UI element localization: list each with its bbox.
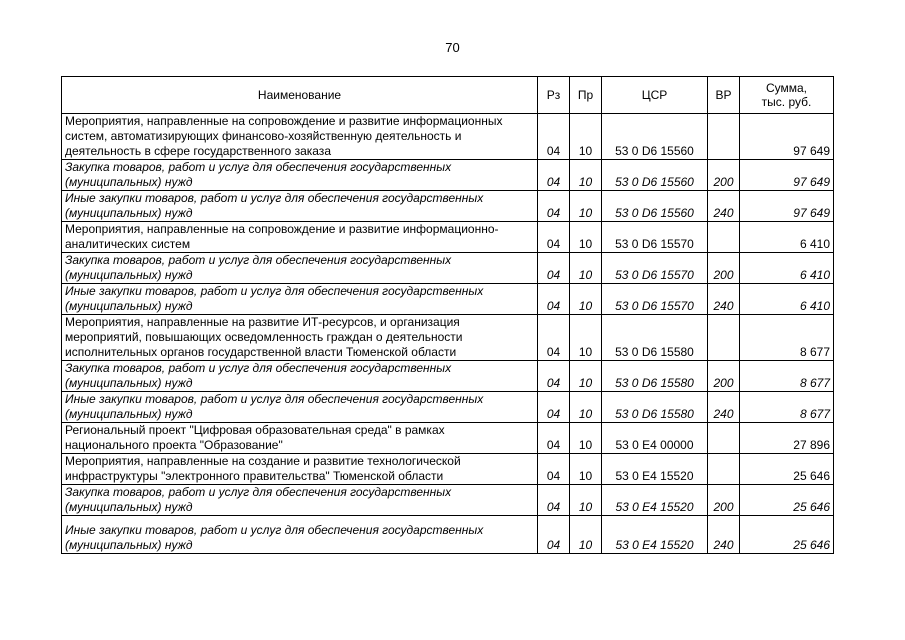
cell-sum: 8 677 <box>740 392 834 423</box>
cell-pr: 10 <box>570 191 602 222</box>
cell-sum: 6 410 <box>740 253 834 284</box>
cell-csr: 53 0 E4 15520 <box>602 516 708 554</box>
cell-vr <box>708 423 740 454</box>
cell-pr: 10 <box>570 516 602 554</box>
cell-vr: 200 <box>708 485 740 516</box>
cell-vr: 240 <box>708 516 740 554</box>
budget-table <box>61 76 834 554</box>
cell-sum: 8 677 <box>740 315 834 361</box>
cell-vr <box>708 454 740 485</box>
cell-rz: 04 <box>538 516 570 554</box>
cell-pr: 10 <box>570 160 602 191</box>
cell-rz: 04 <box>538 114 570 160</box>
cell-csr: 53 0 D6 15580 <box>602 361 708 392</box>
cell-csr: 53 0 D6 15570 <box>602 284 708 315</box>
header-sum: Сумма, тыс. руб. <box>740 77 834 114</box>
cell-sum: 97 649 <box>740 160 834 191</box>
header-pr: Пр <box>570 77 602 114</box>
cell-rz: 04 <box>538 361 570 392</box>
cell-csr: 53 0 D6 15580 <box>602 392 708 423</box>
cell-vr: 240 <box>708 191 740 222</box>
table-row <box>62 516 834 554</box>
table-row <box>62 485 834 516</box>
cell-pr: 10 <box>570 454 602 485</box>
cell-vr <box>708 114 740 160</box>
cell-vr: 200 <box>708 160 740 191</box>
cell-pr: 10 <box>570 361 602 392</box>
cell-sum: 25 646 <box>740 485 834 516</box>
cell-pr: 10 <box>570 315 602 361</box>
cell-csr: 53 0 D6 15560 <box>602 114 708 160</box>
cell-vr <box>708 222 740 253</box>
cell-rz: 04 <box>538 315 570 361</box>
cell-name: Закупка товаров, работ и услуг для обеспечения государственных (муниципальных) нужд <box>62 485 538 516</box>
table-row <box>62 222 834 253</box>
cell-name: Иные закупки товаров, работ и услуг для обеспечения государственных (муниципальных) нужд <box>62 392 538 423</box>
cell-pr: 10 <box>570 392 602 423</box>
cell-csr: 53 0 E4 15520 <box>602 454 708 485</box>
cell-sum: 8 677 <box>740 361 834 392</box>
cell-sum: 6 410 <box>740 222 834 253</box>
cell-name: Иные закупки товаров, работ и услуг для обеспечения государственных (муниципальных) нужд <box>62 284 538 315</box>
table-row <box>62 361 834 392</box>
cell-vr: 200 <box>708 361 740 392</box>
table-row <box>62 454 834 485</box>
cell-csr: 53 0 D6 15580 <box>602 315 708 361</box>
cell-rz: 04 <box>538 253 570 284</box>
cell-vr: 240 <box>708 284 740 315</box>
cell-csr: 53 0 D6 15570 <box>602 253 708 284</box>
cell-name: Иные закупки товаров, работ и услуг для обеспечения государственных (муниципальных) нужд <box>62 191 538 222</box>
cell-pr: 10 <box>570 222 602 253</box>
header-vr: ВР <box>708 77 740 114</box>
header-rz: Рз <box>538 77 570 114</box>
cell-rz: 04 <box>538 284 570 315</box>
table-header-row <box>62 77 834 114</box>
table-row <box>62 114 834 160</box>
cell-sum: 27 896 <box>740 423 834 454</box>
cell-name: Региональный проект "Цифровая образовательная среда" в рамках национального проекта "Образование" <box>62 423 538 454</box>
table-row <box>62 191 834 222</box>
cell-name: Закупка товаров, работ и услуг для обеспечения государственных (муниципальных) нужд <box>62 253 538 284</box>
cell-pr: 10 <box>570 423 602 454</box>
table-row <box>62 284 834 315</box>
table-row <box>62 253 834 284</box>
cell-csr: 53 0 D6 15560 <box>602 160 708 191</box>
cell-name: Мероприятия, направленные на сопровождение и развитие информационных систем, автоматизирующих финансово-хозяйственную деятельность и деятельность в сфере государственного заказа <box>62 114 538 160</box>
cell-sum: 97 649 <box>740 191 834 222</box>
cell-vr: 200 <box>708 253 740 284</box>
cell-name: Мероприятия, направленные на сопровождение и развитие информационно- аналитических систем <box>62 222 538 253</box>
cell-csr: 53 0 D6 15570 <box>602 222 708 253</box>
cell-name: Мероприятия, направленные на создание и развитие технологической инфраструктуры "электронного правительства" Тюменской области <box>62 454 538 485</box>
cell-name: Иные закупки товаров, работ и услуг для обеспечения государственных (муниципальных) нужд <box>62 516 538 554</box>
cell-rz: 04 <box>538 191 570 222</box>
page-number: 70 <box>445 40 460 55</box>
header-csr: ЦСР <box>602 77 708 114</box>
cell-rz: 04 <box>538 222 570 253</box>
cell-rz: 04 <box>538 423 570 454</box>
cell-name: Мероприятия, направленные на развитие ИТ-ресурсов, и организация мероприятий, повышающих осведомленность граждан о деятельности исполнительных органов государственной власти Тюменской области <box>62 315 538 361</box>
table-body <box>62 114 834 554</box>
cell-rz: 04 <box>538 485 570 516</box>
cell-name: Закупка товаров, работ и услуг для обеспечения государственных (муниципальных) нужд <box>62 361 538 392</box>
cell-sum: 25 646 <box>740 516 834 554</box>
cell-sum: 6 410 <box>740 284 834 315</box>
header-name: Наименование <box>62 77 538 114</box>
cell-pr: 10 <box>570 485 602 516</box>
cell-pr: 10 <box>570 284 602 315</box>
cell-rz: 04 <box>538 160 570 191</box>
cell-sum: 25 646 <box>740 454 834 485</box>
cell-csr: 53 0 D6 15560 <box>602 191 708 222</box>
cell-rz: 04 <box>538 392 570 423</box>
cell-name: Закупка товаров, работ и услуг для обеспечения государственных (муниципальных) нужд <box>62 160 538 191</box>
cell-vr <box>708 315 740 361</box>
cell-pr: 10 <box>570 114 602 160</box>
table-row <box>62 160 834 191</box>
cell-vr: 240 <box>708 392 740 423</box>
cell-rz: 04 <box>538 454 570 485</box>
cell-pr: 10 <box>570 253 602 284</box>
cell-csr: 53 0 E4 15520 <box>602 485 708 516</box>
table-row <box>62 315 834 361</box>
table-row <box>62 392 834 423</box>
table-row <box>62 423 834 454</box>
cell-sum: 97 649 <box>740 114 834 160</box>
cell-csr: 53 0 E4 00000 <box>602 423 708 454</box>
